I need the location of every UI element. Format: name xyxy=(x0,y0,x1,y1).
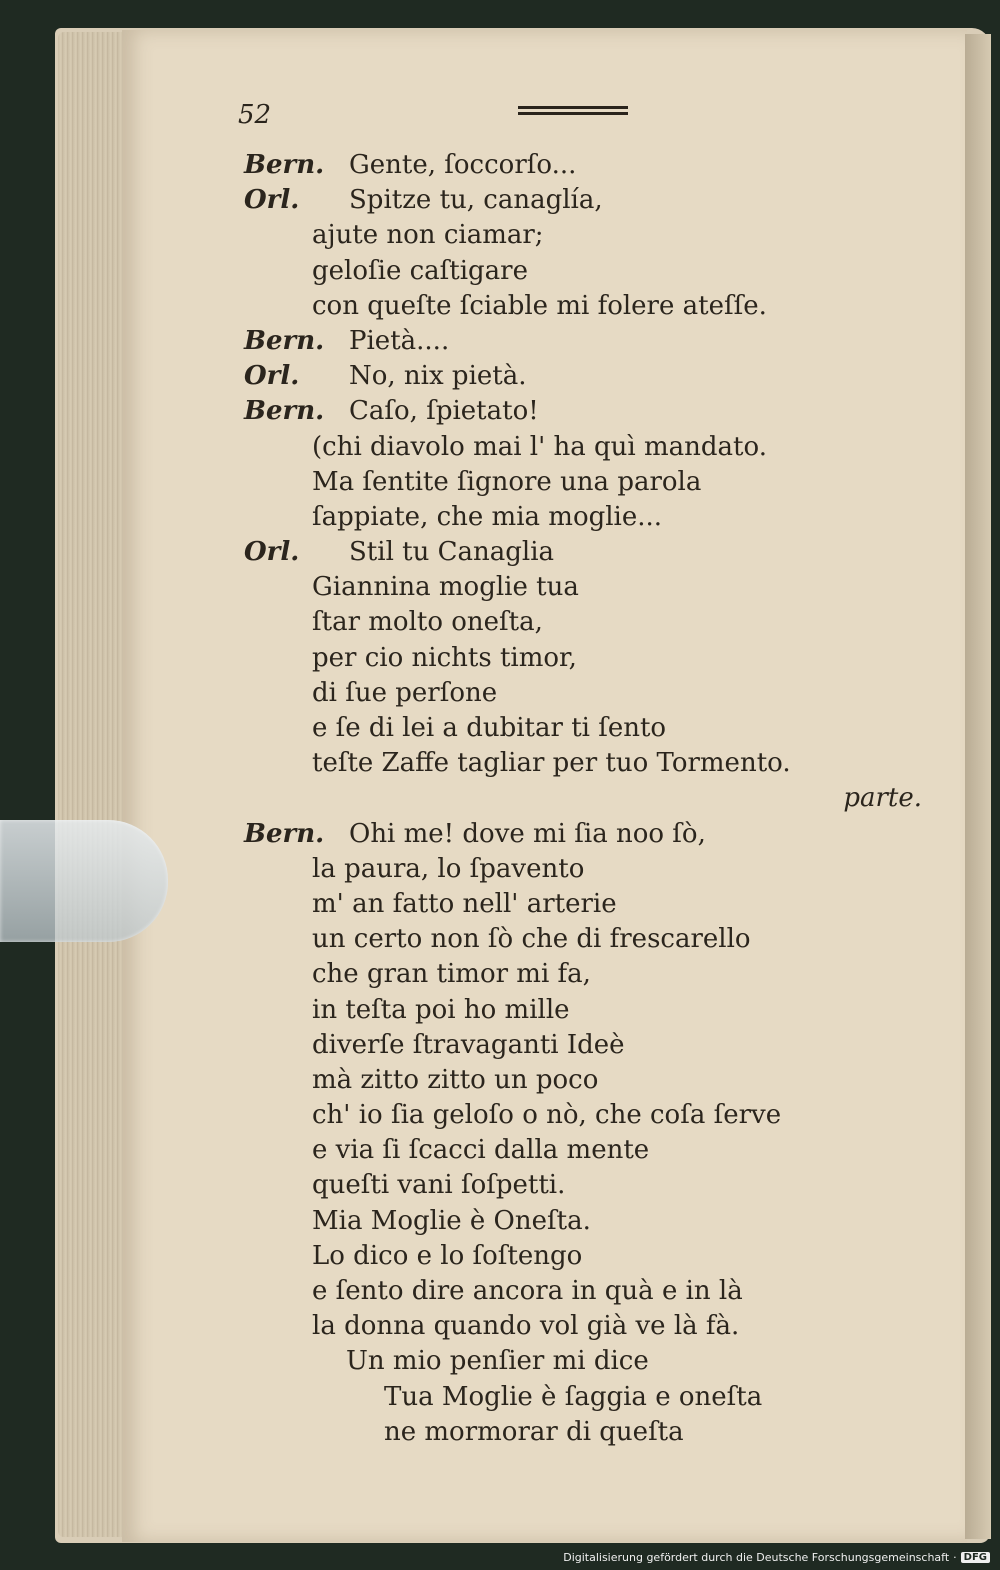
text-line xyxy=(244,852,944,887)
text-line xyxy=(244,289,944,324)
text-line xyxy=(244,394,944,429)
line-text: geloſie caſtigare xyxy=(312,255,528,286)
line-text: m' an fatto nell' arterie xyxy=(312,888,617,919)
line-text: (chi diavolo mai l' ha quì mandato. xyxy=(312,431,767,462)
line-text: Tua Moglie è ſaggia e oneſta xyxy=(384,1381,763,1412)
line-text: in teſta poi ho mille xyxy=(312,994,570,1025)
speaker-name: Orl. xyxy=(244,537,300,568)
line-text: ajute non ciamar; xyxy=(312,220,544,251)
text-line xyxy=(244,1168,944,1203)
line-text: che gran timor mi fa, xyxy=(312,959,591,990)
line-text: diverſe ſtravaganti Ideè xyxy=(312,1029,625,1060)
line-text: ſtar molto oneſta, xyxy=(312,607,543,638)
speaker-name: Bern. xyxy=(244,818,325,849)
text-line xyxy=(244,1239,944,1274)
text-line xyxy=(244,1063,944,1098)
text-line xyxy=(244,1028,944,1063)
line-text: Caſo, ſpietato! xyxy=(349,396,539,427)
text-line xyxy=(244,218,944,253)
page-text xyxy=(244,148,944,1450)
line-text: Ohi me! dove mi ſia noo ſò, xyxy=(349,818,706,849)
page-edges xyxy=(58,32,128,1537)
text-line xyxy=(244,500,944,535)
text-line xyxy=(244,1309,944,1344)
page-number: 52 xyxy=(238,100,272,130)
footer: Digitalisierung gefördert durch die Deutsche Forschungsgemeinschaft · DFG xyxy=(563,1551,990,1564)
text-line xyxy=(244,957,944,992)
line-text: Gente, ſoccorſo... xyxy=(349,150,577,180)
line-text: e ſe di lei a dubitar ti ſento xyxy=(312,713,667,743)
text-line xyxy=(244,1415,944,1450)
line-text: Stil tu Canaglia xyxy=(349,537,555,568)
speaker-name: Bern. xyxy=(244,325,325,356)
speaker-name: Orl. xyxy=(244,185,300,216)
line-text: con queſte ſciable mi folere ateſſe. xyxy=(312,290,767,321)
book-clip xyxy=(0,820,168,942)
text-line xyxy=(244,1098,944,1133)
text-line xyxy=(244,570,944,605)
line-text: ne mormorar di queſta xyxy=(384,1416,684,1447)
text-line xyxy=(244,1274,944,1309)
speaker-name: Orl. xyxy=(244,361,300,392)
line-text: Giannina moglie tua xyxy=(312,572,579,603)
text-line xyxy=(244,324,944,359)
line-text: queſti vani ſoſpetti. xyxy=(312,1170,566,1201)
dfg-logo: DFG xyxy=(961,1552,990,1563)
line-text: la paura, lo ſpavento xyxy=(312,853,585,884)
line-text: Ma ſentite ſignore una parola xyxy=(312,466,702,497)
text-line xyxy=(244,430,944,465)
facing-page-edge xyxy=(965,34,991,1539)
text-line xyxy=(244,922,944,957)
text-line xyxy=(244,254,944,289)
text-line xyxy=(244,711,944,746)
line-text: ſappiate, che mia moglie... xyxy=(312,501,663,532)
line-text: per cio nichts timor, xyxy=(312,642,577,673)
line-text: Pietà.... xyxy=(349,325,450,356)
text-line xyxy=(244,359,944,394)
line-text: la donna quando vol già ve là fà. xyxy=(312,1311,740,1342)
stage-direction: parte. xyxy=(843,783,922,814)
line-text: di ſue perſone xyxy=(312,677,498,708)
line-text: Lo dico e lo ſoſtengo xyxy=(312,1240,583,1271)
text-line xyxy=(244,1133,944,1168)
line-text: un certo non ſò che di frescarello xyxy=(312,924,751,955)
speaker-name: Bern. xyxy=(244,396,325,427)
text-line xyxy=(244,465,944,500)
line-text: ch' io ſia geloſo o nò, che coſa ſerve xyxy=(312,1100,782,1131)
line-text: e ſento dire ancora in quà e in là xyxy=(312,1276,743,1306)
line-text: Un mio penſier mi dice xyxy=(346,1346,649,1377)
text-line xyxy=(244,993,944,1028)
line-text: Mia Moglie è Oneſta. xyxy=(312,1205,591,1236)
text-line xyxy=(244,817,944,852)
text-line xyxy=(244,887,944,922)
text-line xyxy=(244,535,944,570)
line-text: e via ſi ſcacci dalla mente xyxy=(312,1135,650,1166)
line-text: mà zitto zitto un poco xyxy=(312,1064,599,1095)
text-line xyxy=(244,746,944,781)
text-line xyxy=(244,1380,944,1415)
speaker-name: Bern. xyxy=(244,150,325,180)
text-line xyxy=(244,1204,944,1239)
text-line xyxy=(244,605,944,640)
text-line xyxy=(244,641,944,676)
text-line xyxy=(244,676,944,711)
footer-text: Digitalisierung gefördert durch die Deutsche Forschungsgemeinschaft xyxy=(563,1551,950,1564)
text-line xyxy=(244,148,944,183)
line-text: teſte Zaffe tagliar per tuo Tormento. xyxy=(312,748,791,779)
text-line xyxy=(244,1344,944,1379)
line-text: No, nix pietà. xyxy=(349,361,527,392)
line-text: Spitze tu, canaglía, xyxy=(349,185,603,216)
header-rule xyxy=(518,106,628,120)
text-line xyxy=(244,183,944,218)
